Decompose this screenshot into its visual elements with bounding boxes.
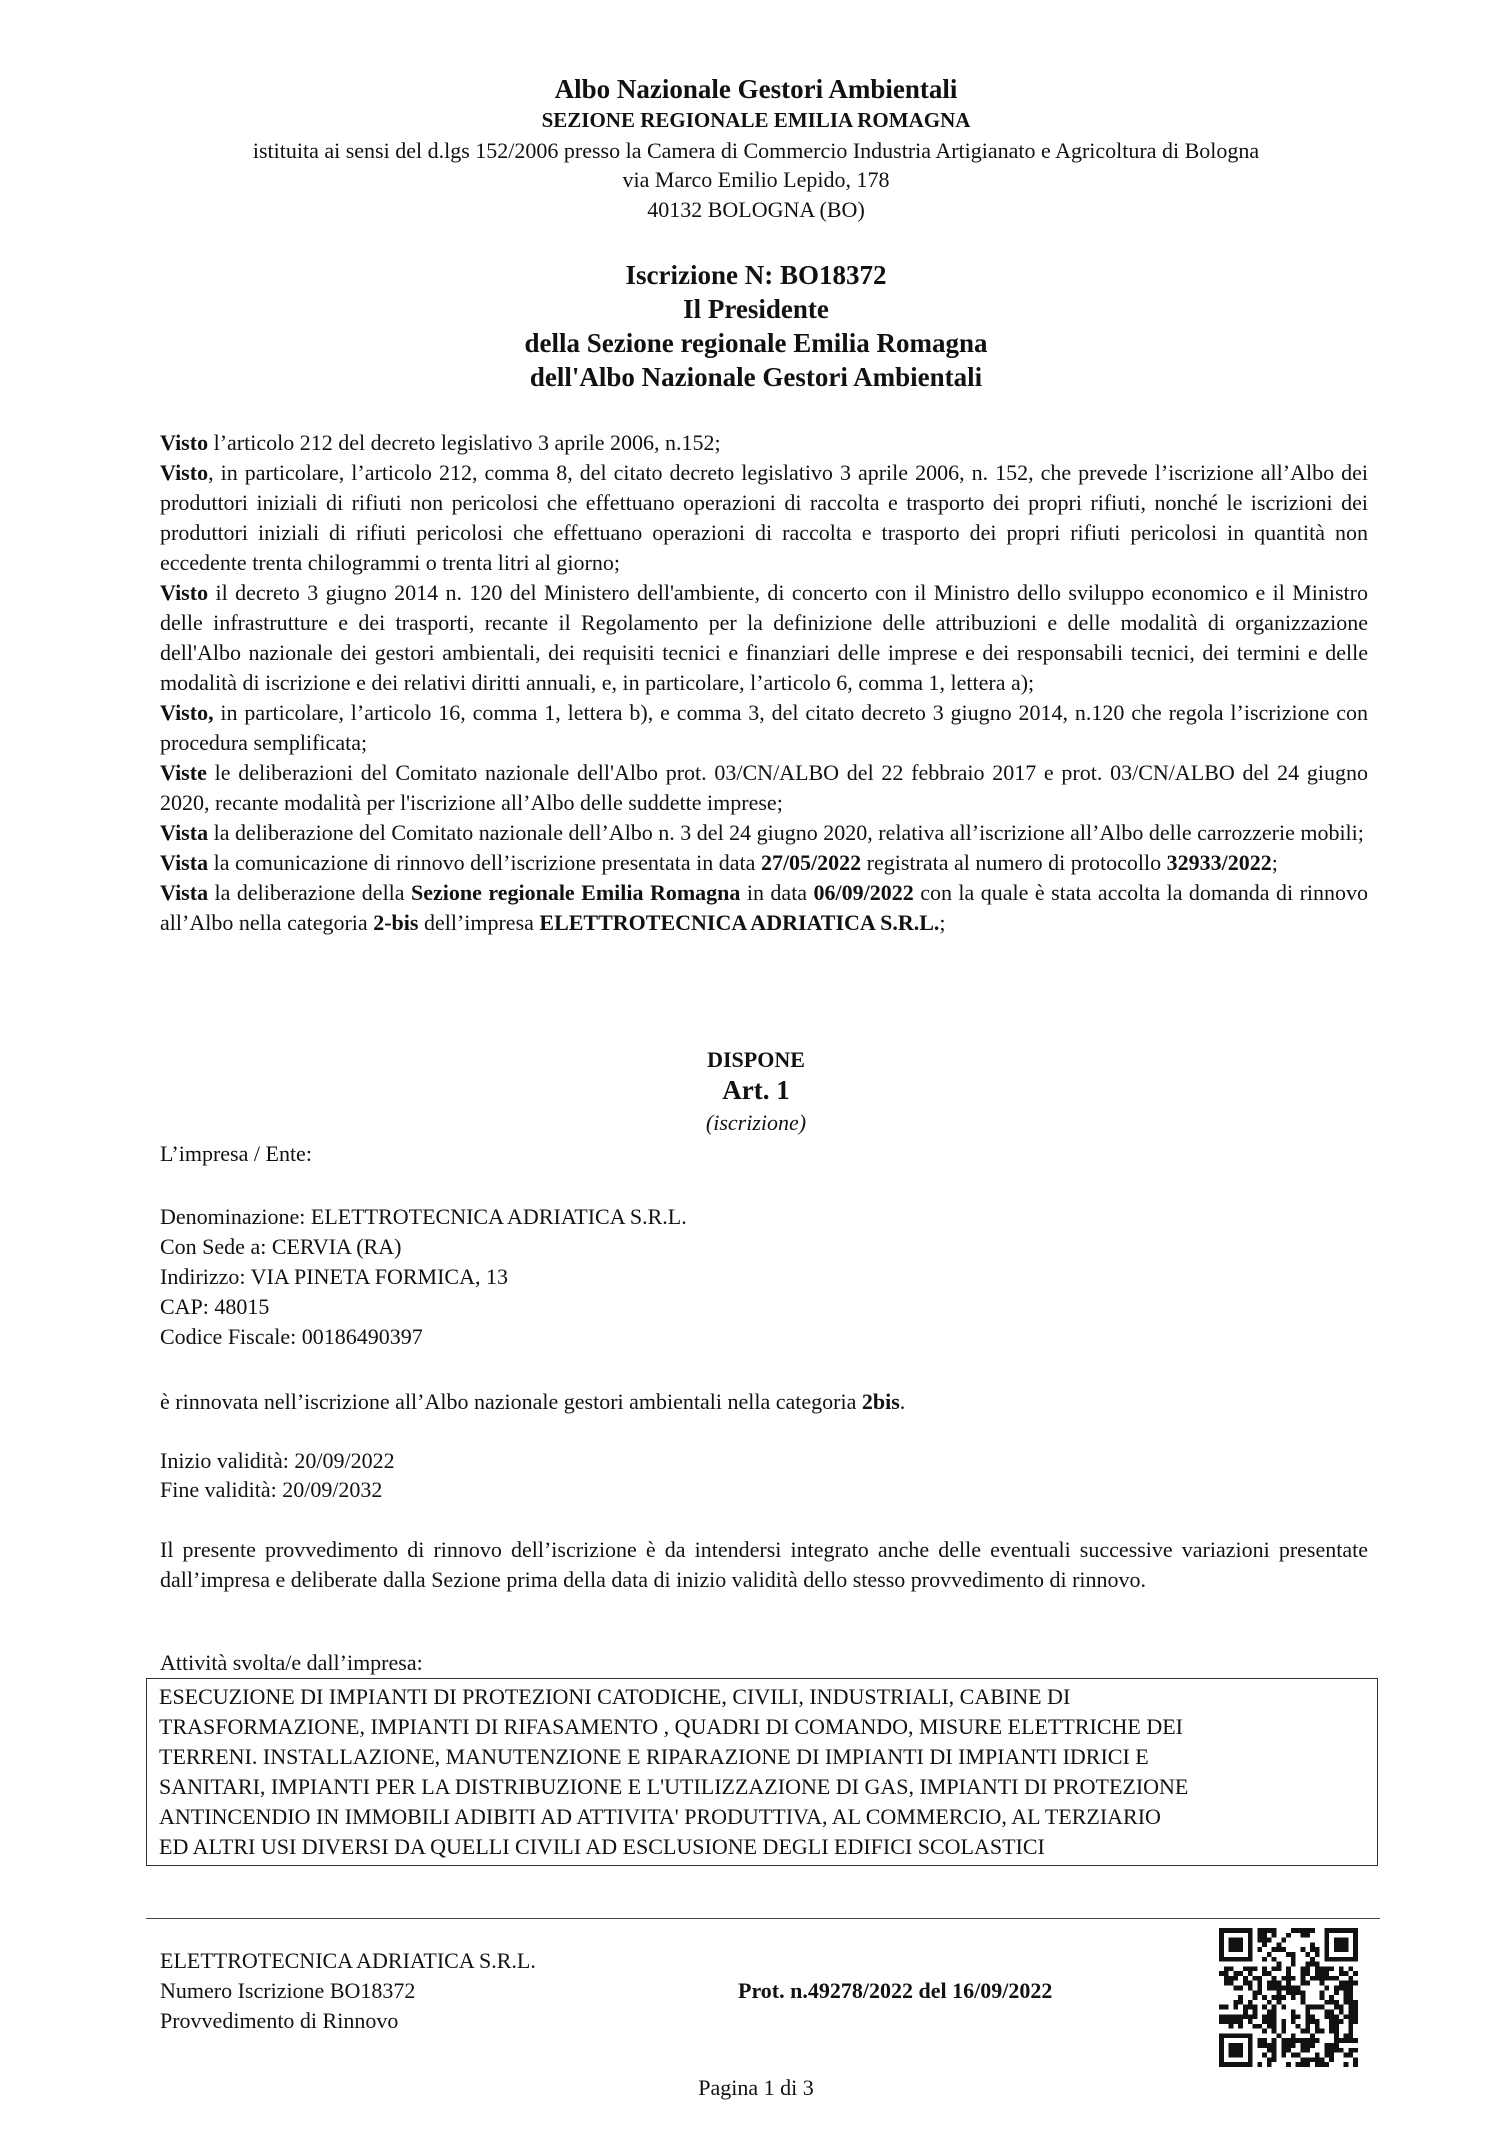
city-text: 40132 BOLOGNA (BO) bbox=[647, 197, 865, 222]
validity-start: Inizio validità: 20/09/2022 bbox=[160, 1448, 395, 1473]
activity-line: SANITARI, IMPIANTI PER LA DISTRIBUZIONE E L'UTILIZZAZIONE DI GAS, IMPIANTI DI PROTEZIONE bbox=[159, 1774, 1189, 1799]
article-subtitle: (iscrizione) bbox=[705, 1110, 807, 1135]
qr-code-icon bbox=[1219, 1928, 1358, 2067]
albo-subtitle: dell'Albo Nazionale Gestori Ambientali bbox=[529, 362, 983, 392]
consideration: Viste le deliberazioni del Comitato nazionale dell'Albo prot. 03/CN/ALBO del 22 febbraio 2017 e prot. 03/CN/ALBO del 24 giugno 2020, recante modalità per l'iscrizione all’Albo delle suddette imprese; bbox=[160, 760, 1368, 815]
activity-line: TRASFORMAZIONE, IMPIANTI DI RIFASAMENTO , QUADRI DI COMANDO, MISURE ELETTRICHE DEI bbox=[159, 1714, 1183, 1739]
footer-number: Numero Iscrizione BO18372 bbox=[160, 1978, 416, 2003]
address-text: via Marco Emilio Lepido, 178 bbox=[622, 167, 890, 192]
validity-end: Fine validità: 20/09/2032 bbox=[160, 1477, 383, 1502]
dispone-heading: DISPONE bbox=[707, 1047, 805, 1072]
company-sede: Con Sede a: CERVIA (RA) bbox=[160, 1234, 402, 1259]
renewal-consideration: Vista la comunicazione di rinnovo dell’iscrizione presentata in data 27/05/2022 registrata al numero di protocollo 32933/2022; bbox=[160, 850, 1278, 875]
footer-divider bbox=[146, 1918, 1380, 1919]
consideration: Visto l’articolo 212 del decreto legislativo 3 aprile 2006, n.152; bbox=[160, 430, 721, 455]
company-codice-fiscale: Codice Fiscale: 00186490397 bbox=[160, 1324, 423, 1349]
considerations-block bbox=[160, 428, 1368, 938]
activity-line: ED ALTRI USI DIVERSI DA QUELLI CIVILI AD ESCLUSIONE DEGLI EDIFICI SCOLASTICI bbox=[159, 1834, 1045, 1859]
activity-line: ANTINCENDIO IN IMMOBILI ADIBITI AD ATTIVITA' PRODUTTIVA, AL COMMERCIO, AL TERZIARIO bbox=[159, 1804, 1161, 1829]
activities-box bbox=[146, 1678, 1378, 1866]
iscrizione-number: Iscrizione N: BO18372 bbox=[625, 260, 887, 290]
company-indirizzo: Indirizzo: VIA PINETA FORMICA, 13 bbox=[160, 1264, 508, 1289]
article-heading: Art. 1 bbox=[722, 1075, 790, 1105]
company-denominazione: Denominazione: ELETTROTECNICA ADRIATICA S.R.L. bbox=[160, 1204, 687, 1229]
consideration: Visto, in particolare, l’articolo 16, comma 1, lettera b), e comma 3, del citato decreto 3 giugno 2014, n.120 che regola l’iscrizione con procedura semplificata; bbox=[160, 700, 1368, 755]
deliberation-consideration: Vista la deliberazione della Sezione regionale Emilia Romagna in data 06/09/2022 con la quale è stata accolta la domanda di rinnovo all’Albo nella categoria 2-bis dell’impresa ELETTROTECNICA ADRIATICA S.R.L.; bbox=[160, 880, 1369, 935]
integration-note: Il presente provvedimento di rinnovo dell’iscrizione è da intendersi integrato anche delle eventuali successive variazioni presentate dall’impresa e deliberate dalla Sezione prima della data di inizio validità dello stesso provvedimento di rinnovo. bbox=[160, 1537, 1368, 1592]
company-cap: CAP: 48015 bbox=[160, 1294, 270, 1319]
activities-label: Attività svolta/e dall’impresa: bbox=[160, 1650, 423, 1675]
footer-type: Provvedimento di Rinnovo bbox=[160, 2008, 399, 2033]
president-title: Il Presidente bbox=[683, 294, 829, 324]
consideration: Vista la deliberazione del Comitato nazionale dell’Albo n. 3 del 24 giugno 2020, relativa all’iscrizione all’Albo delle carrozzerie mobili; bbox=[160, 820, 1364, 845]
renewed-statement: è rinnovata nell’iscrizione all’Albo nazionale gestori ambientali nella categoria 2bis. bbox=[160, 1389, 906, 1414]
consideration: Visto, in particolare, l’articolo 212, comma 8, del citato decreto legislativo 3 aprile 2006, n. 152, che prevede l’iscrizione all’Albo dei produttori iniziali di rifiuti non pericolosi che effettuano operazioni di raccolta e trasporto dei propri rifiuti, nonché le iscrizioni dei produttori iniziali di rifiuti pericolosi che effettuano operazioni di raccolta e trasporto dei propri rifiuti pericolosi in quantità non eccedente trenta chilogrammi o trenta litri al giorno; bbox=[160, 460, 1368, 575]
org-title: Albo Nazionale Gestori Ambientali bbox=[554, 74, 958, 104]
section-subtitle: della Sezione regionale Emilia Romagna bbox=[524, 328, 988, 358]
company-intro: L’impresa / Ente: bbox=[160, 1141, 312, 1166]
activity-line: TERRENI. INSTALLAZIONE, MANUTENZIONE E RIPARAZIONE DI IMPIANTI DI IMPIANTI IDRICI E bbox=[159, 1744, 1149, 1769]
instituted-text: istituita ai sensi del d.lgs 152/2006 presso la Camera di Commercio Industria Artigianato e Agricoltura di Bologna bbox=[252, 138, 1260, 163]
page-number: Pagina 1 di 3 bbox=[698, 2075, 814, 2100]
footer-company: ELETTROTECNICA ADRIATICA S.R.L. bbox=[160, 1948, 536, 1973]
footer-protocol: Prot. n.49278/2022 del 16/09/2022 bbox=[738, 1978, 1053, 2003]
section-title: SEZIONE REGIONALE EMILIA ROMAGNA bbox=[541, 108, 971, 132]
consideration: Visto il decreto 3 giugno 2014 n. 120 del Ministero dell'ambiente, di concerto con il Ministro dello sviluppo economico e il Ministro delle infrastrutture e dei trasporti, recante il Regolamento per la definizione delle attribuzioni e delle modalità di organizzazione dell'Albo nazionale dei gestori ambientali, dei requisiti tecnici e finanziari delle imprese e dei responsabili tecnici, dei termini e delle modalità di iscrizione e dei relativi diritti annuali, e, in particolare, l’articolo 6, comma 1, lettera a); bbox=[160, 580, 1368, 695]
activity-line: ESECUZIONE DI IMPIANTI DI PROTEZIONI CATODICHE, CIVILI, INDUSTRIALI, CABINE DI bbox=[159, 1684, 1071, 1709]
